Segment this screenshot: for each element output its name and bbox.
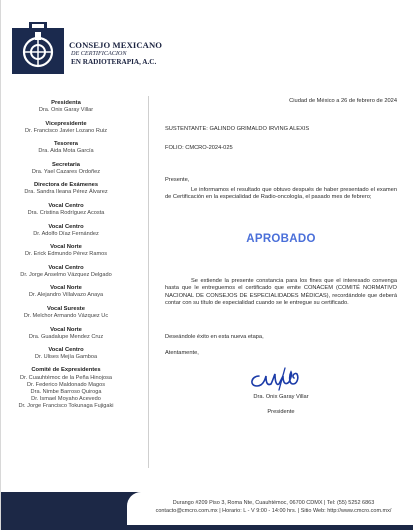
board-member: Dra. Onix Garay Villar xyxy=(38,107,94,113)
letter-date: Ciudad de México a 26 de febrero de 2024 xyxy=(289,98,397,104)
board-role: Vocal Centro xyxy=(48,264,84,271)
board-member: Dr. Adolfo Díaz Fernández xyxy=(33,230,99,237)
board-member: Dr. Alejandro Villalvazo Anaya xyxy=(28,292,104,299)
folio-number: FOLIO: CMCRO-2024-025 xyxy=(165,145,233,151)
footer-contact xyxy=(133,500,413,515)
committee-member: Dr. Ismael Moyaho Acevedo xyxy=(31,396,101,403)
handwritten-signature-icon xyxy=(245,364,305,392)
board-role: Tesorera xyxy=(53,141,79,148)
recipient-line: SUSTENTANTE: GALINDO GRIMALDO IRVING ALEXIS xyxy=(165,126,310,132)
committee-member: Dr. Cuauhtémoc de la Peña Hinojosa xyxy=(19,375,113,382)
council-name xyxy=(69,41,162,67)
constancy-paragraph: Se extiende la presente constancia para los fines que el interesado convenga hasta que le entreguemos el certificado que emite CONACEM (COMITÉ NORMATIVO NACIONAL DE CONSEJOS DE ESPECIALIDADES MÉDICAS), recordándole que deberá contar con su título de especialidad cuando se le entregue su certificado. xyxy=(165,278,397,307)
board-member: Dr. Melchor Armando Vázquez Uc xyxy=(23,312,109,319)
board-role: Secretaria xyxy=(51,161,81,168)
board-role: Vocal Centro xyxy=(48,347,84,354)
board-role: Vocal Centro xyxy=(48,202,84,209)
board-member: Dra. Cristina Rodríguez Acosta xyxy=(27,209,105,216)
committee-title: Comité de Expresidentes xyxy=(31,367,101,374)
board-member: Dr. Erick Edmundo Pérez Ramos xyxy=(24,251,108,258)
former-presidents-committee xyxy=(1,367,131,410)
board-role: Vocal Sureste xyxy=(47,305,85,312)
exam-result: APROBADO xyxy=(246,233,316,245)
signer-name: Dra. Onix Garay Villar xyxy=(253,394,309,400)
greeting: Presente, xyxy=(165,177,190,183)
closing-line: Atentamente, xyxy=(165,350,199,356)
committee-member: Dra. Nimbe Barroso Quiroga xyxy=(30,389,102,396)
board-member: Dr. Francisco Javier Lozano Ruiz xyxy=(24,127,108,134)
board-role: Vocal Norte xyxy=(50,244,82,251)
wishes-line: Deseándole éxito en esta nueva etapa, xyxy=(165,334,264,340)
column-divider xyxy=(148,96,149,468)
board-members-column xyxy=(1,100,131,410)
result-intro-paragraph: Le informamos el resultado que obtuvo después de haber presentado el examen de Certificación en la especialidad de Radio-oncología, el pasado mes de febrero; xyxy=(165,187,397,201)
board-member: Dra. Guadalupe Mendez Cruz xyxy=(28,333,104,340)
signer-role: Presidente xyxy=(267,409,295,415)
board-role: Vocal Norte xyxy=(50,326,82,333)
footer-contact-hours: contacto@cmcro.com.mx | Horario: L - V 9:00 - 14:00 hrs. | Sitio Web: http://www.cmcro.com.mx/ xyxy=(155,507,392,514)
board-role: Presidenta xyxy=(51,100,81,106)
board-member: Dr. Jorge Anselmo Vázquez Delgado xyxy=(20,271,112,278)
committee-member: Dr. Jorge Francisco Tokunaga Fujigaki xyxy=(18,403,114,410)
org-name-line2: DE CERTIFICACION xyxy=(71,50,127,57)
board-role: Vocal Norte xyxy=(50,285,82,292)
council-logo-icon xyxy=(9,18,67,76)
board-role: Directora de Exámenes xyxy=(33,182,99,189)
org-name-line3: EN RADIOTERAPIA, A.C. xyxy=(71,58,157,66)
board-member: Dra. Yael Cazares Ordoñez xyxy=(31,168,101,175)
committee-member: Dr. Federico Maldonado Magos xyxy=(26,382,106,389)
board-member: Dra. Sandra Ileana Pérez Álvarez xyxy=(24,189,108,196)
board-member: Dr. Ulises Mejía Gamboa xyxy=(34,354,98,361)
board-role: Vicepresidente xyxy=(45,120,87,127)
board-member: Dra. Aida Mota García xyxy=(38,148,94,155)
footer-address: Durango #209 Piso 3, Roma Nte, Cuauhtémoc, 06700 CDMX | Tel: (55) 5252 6863 xyxy=(172,500,375,506)
org-name-line1: CONSEJO MEXICANO xyxy=(69,40,163,50)
board-role: Vocal Centro xyxy=(48,223,84,230)
